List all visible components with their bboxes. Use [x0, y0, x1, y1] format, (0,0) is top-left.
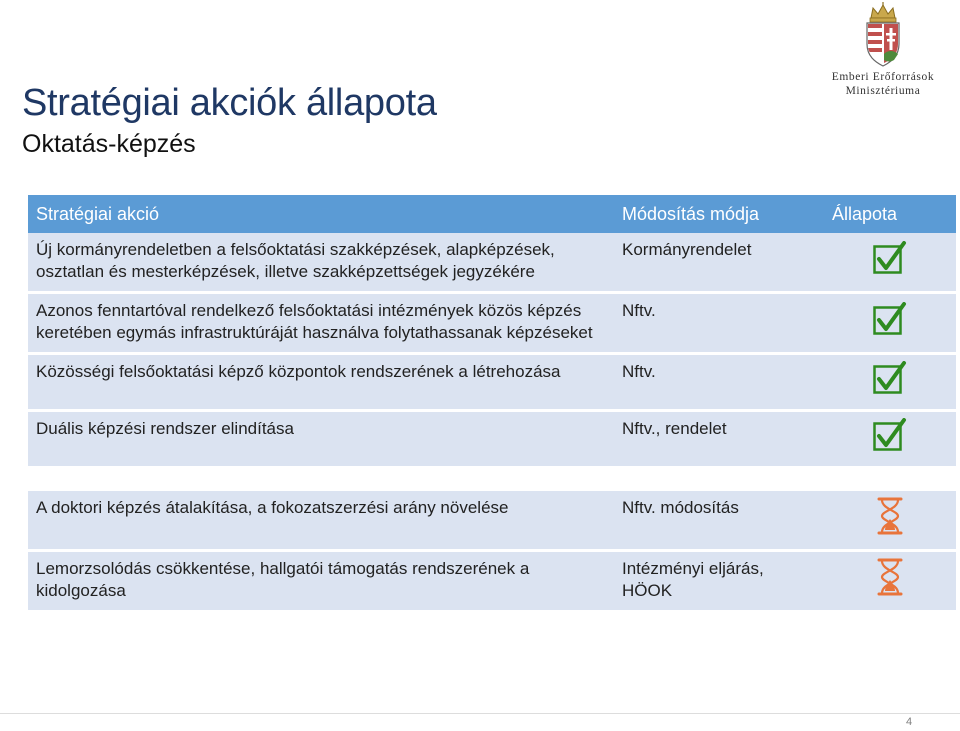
modification-cell: Nftv., rendelet: [614, 412, 824, 469]
modification-cell: Nftv.: [614, 294, 824, 355]
table-row: [28, 294, 956, 355]
status-cell: [824, 233, 956, 294]
action-cell: Közösségi felsőoktatási képző központok rendszerének a létrehozása: [28, 355, 614, 412]
page-subtitle: Oktatás-képzés: [22, 130, 196, 158]
table-row: [28, 491, 956, 552]
logo-line-2: Minisztériuma: [845, 85, 921, 97]
checkbox-checked-icon: [873, 302, 907, 336]
status-cell: [824, 355, 956, 412]
status-cell: [824, 412, 956, 469]
header-status: Állapota: [824, 195, 956, 233]
logo-line-1: Emberi Erőforrások: [831, 71, 935, 83]
table-row: [28, 233, 956, 294]
checkbox-checked-icon: [873, 361, 907, 395]
status-cell: [824, 294, 956, 355]
checkbox-checked-icon: [873, 241, 907, 275]
status-cell: [824, 552, 956, 613]
table-row: [28, 355, 956, 412]
hourglass-icon: [877, 558, 903, 596]
action-cell: Duális képzési rendszer elindítása: [28, 412, 614, 469]
page-number: 4: [906, 716, 913, 728]
header-action: Stratégiai akció: [28, 195, 614, 233]
table-row: [28, 412, 956, 469]
modification-cell: Nftv.: [614, 355, 824, 412]
action-cell: Azonos fenntartóval rendelkező felsőoktatási intézmények közös képzés keretében egymás infrastruktúráját használva folytathassanak képzéseket: [28, 294, 614, 355]
modification-cell: Kormányrendelet: [614, 233, 824, 294]
header-modification: Módosítás módja: [614, 195, 824, 233]
strategic-actions-table: [28, 195, 956, 613]
coat-of-arms-icon: [858, 2, 908, 68]
status-cell: [824, 491, 956, 552]
hourglass-icon: [877, 497, 903, 535]
table-header-row: [28, 195, 956, 233]
footer-divider: [0, 713, 960, 714]
modification-cell: Nftv. módosítás: [614, 491, 824, 552]
table-spacer: [28, 469, 956, 491]
table-row: [28, 552, 956, 613]
checkbox-checked-icon: [873, 418, 907, 452]
page-title: Stratégiai akciók állapota: [22, 82, 437, 124]
modification-cell: Intézményi eljárás, HÖOK: [614, 552, 824, 613]
action-cell: Lemorzsolódás csökkentése, hallgatói támogatás rendszerének a kidolgozása: [28, 552, 614, 613]
action-cell: A doktori képzés átalakítása, a fokozatszerzési arány növelése: [28, 491, 614, 552]
ministry-logo: [810, 2, 956, 102]
action-cell: Új kormányrendeletben a felsőoktatási szakképzések, alapképzések, osztatlan és mesterképzések, illetve szakképzettségek jegyzékére: [28, 233, 614, 294]
